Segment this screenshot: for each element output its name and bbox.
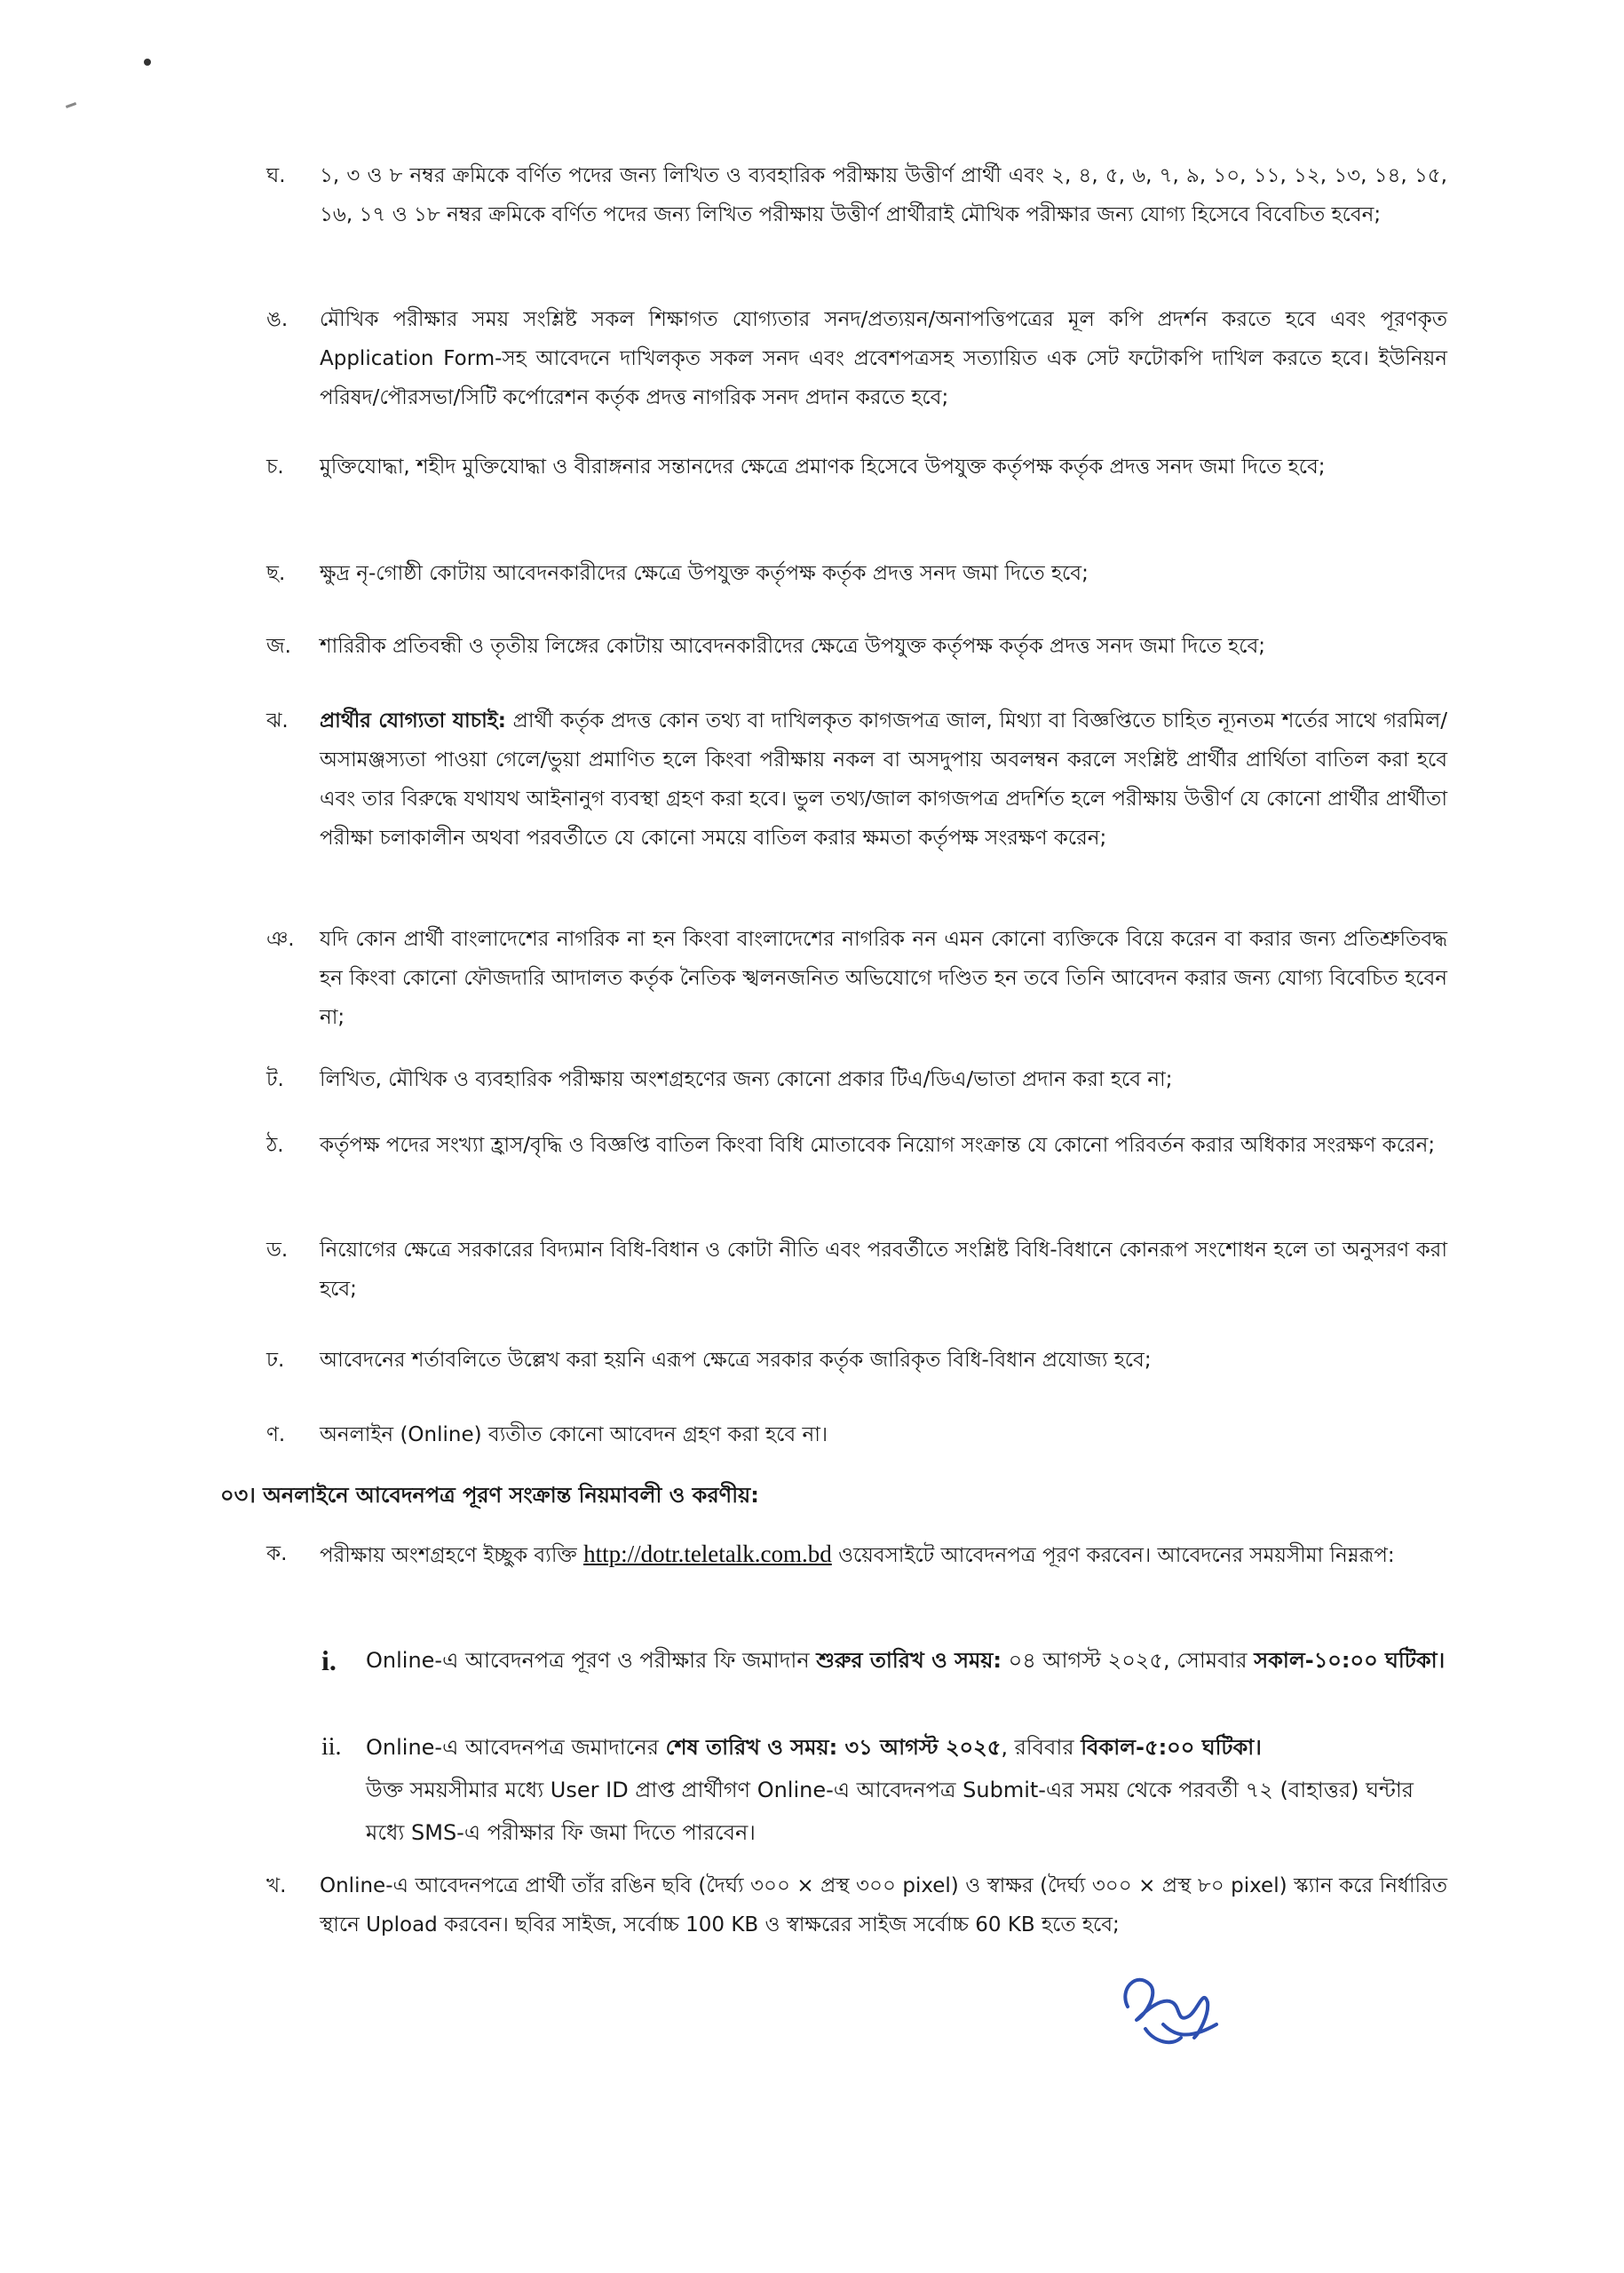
clause-label: চ. [266, 455, 284, 479]
clause-label: ঢ. [266, 1349, 285, 1372]
deadline-day: , রবিবার [1001, 1735, 1081, 1760]
clause-bold-lead: প্রার্থীর যোগ্যতা যাচাই: [320, 709, 506, 733]
clause-text: ১, ৩ ও ৮ নম্বর ক্রমিকে বর্ণিত পদের জন্য লিখিত ও ব্যবহারিক পরীক্ষায় উত্তীর্ণ প্রার্থী এবং ২, ৪, ৫, ৬, ৭, ৯, ১০, ১১, ১২, ১৩, ১৪, ১৫, ১৬, ১৭ ও ১৮ নম্বর ক্রমিকে বর্ণিত পদের জন্য লিখিত পরীক্ষায় উত্তীর্ণ প্রার্থীরাই মৌখিক পরীক্ষার জন্য যোগ্য হিসেবে বিবেচিত হবেন; [320, 164, 1447, 226]
clause-label: জ. [266, 635, 291, 658]
clause-label: ঘ. [266, 164, 286, 187]
clause-label: ঠ. [266, 1134, 284, 1157]
clause-label: ণ. [266, 1423, 286, 1446]
section-3-heading: ০৩। অনলাইনে আবেদনপত্র পূরণ সংক্রান্ত নিয়মাবলী ও করণীয়: [220, 1483, 759, 1508]
clause-text: যদি কোন প্রার্থী বাংলাদেশের নাগরিক না হন কিংবা বাংলাদেশের নাগরিক নন এমন কোনো ব্যক্তিকে বিয়ে করেন বা করার জন্য প্রতিশ্রুতিবদ্ধ হন কিংবা কোনো ফৌজদারি আদালত কর্তৃক নৈতিক স্খলনজনিত অভিযোগে দণ্ডিত হন তবে তিনি আবেদন করার জন্য যোগ্য বিবেচিত হবেন না; [320, 928, 1447, 1029]
deadline-text [366, 1726, 1447, 1854]
clause-text: কর্তৃপক্ষ পদের সংখ্যা হ্রাস/বৃদ্ধি ও বিজ্ঞপ্তি বাতিল কিংবা বিধি মোতাবেক নিয়োগ সংক্রান্ত যে কোনো পরিবর্তন করার অধিকার সংরক্ষণ করেন; [320, 1134, 1436, 1157]
deadline-time: সকাল-১০:০০ ঘটিকা। [1254, 1648, 1446, 1673]
clause-text: শারিরীক প্রতিবন্ধী ও তৃতীয় লিঙ্গের কোটায় আবেদনকারীদের ক্ষেত্রে উপযুক্ত কর্তৃপক্ষ কর্তৃক প্রদত্ত সনদ জমা দিতে হবে; [320, 635, 1266, 658]
clause-text: অনলাইন (Online) ব্যতীত কোনো আবেদন গ্রহণ করা হবে না। [320, 1423, 828, 1446]
teletalk-link[interactable]: http://dotr.teletalk.com.bd [583, 1540, 832, 1567]
deadline-bold-label: শুরুর তারিখ ও সময়: [816, 1648, 1002, 1673]
clause-text: মৌখিক পরীক্ষার সময় সংশ্লিষ্ট সকল শিক্ষাগত যোগ্যতার সনদ/প্রত্যয়ন/অনাপত্তিপত্রের মূল কপি প্রদর্শন করতে হবে এবং পূরণকৃত Application Form-সহ আবেদনে দাখিলকৃত সকল সনদ এবং প্রবেশপত্রসহ সত্যায়িত এক সেট ফটোকপি দাখিল করতে হবে। ইউনিয়ন পরিষদ/পৌরসভা/সিটি কর্পোরেশন কর্তৃক প্রদত্ত নাগরিক সনদ প্রদান করতে হবে; [320, 308, 1447, 409]
deadline-text [366, 1639, 1447, 1682]
clause-label: ঝ. [266, 709, 289, 733]
clause-label: খ. [266, 1874, 287, 1897]
ink-mark [66, 102, 76, 108]
deadline-pre: Online-এ আবেদনপত্র জমাদানের [366, 1735, 666, 1760]
clause-label: ড. [266, 1239, 289, 1262]
clause-label: ট. [266, 1068, 284, 1091]
signature-icon [1110, 1953, 1234, 2051]
clause-text: আবেদনের শর্তাবলিতে উল্লেখ করা হয়নি এরূপ ক্ষেত্রে সরকার কর্তৃক জারিকৃত বিধি-বিধান প্রযোজ্য হবে; [320, 1349, 1152, 1372]
clause-text [320, 701, 1447, 858]
roman-numeral: ii. [321, 1733, 342, 1761]
ink-dot [144, 59, 151, 66]
deadline-note: উক্ত সময়সীমার মধ্যে User ID প্রাপ্ত প্রার্থীগণ Online-এ আবেদনপত্র Submit-এর সময় থেকে পরবর্তী ৭২ (বাহাত্তর) ঘন্টার মধ্যে SMS-এ পরীক্ষার ফি জমা দিতে পারবেন। [366, 1778, 1414, 1845]
clause-text: ক্ষুদ্র নৃ-গোষ্ঠী কোটায় আবেদনকারীদের ক্ষেত্রে উপযুক্ত কর্তৃপক্ষ কর্তৃক প্রদত্ত সনদ জমা দিতে হবে; [320, 562, 1089, 585]
clause-text: নিয়োগের ক্ষেত্রে সরকারের বিদ্যমান বিধি-বিধান ও কোটা নীতি এবং পরবর্তীতে সংশ্লিষ্ট বিধি-বিধানে কোনরূপ সংশোধন হলে তা অনুসরণ করা হবে; [320, 1239, 1447, 1301]
clause-body: প্রার্থী কর্তৃক প্রদত্ত কোন তথ্য বা দাখিলকৃত কাগজপত্র জাল, মিথ্যা বা বিজ্ঞপ্তিতে চাহিত ন্যূনতম শর্তের সাথে গরমিল/অসামঞ্জস্যতা পাওয়া গেলে/ভুয়া প্রমাণিত হলে কিংবা পরীক্ষায় নকল বা অসদুপায় অবলম্বন করলে সংশ্লিষ্ট প্রার্থীর প্রার্থিতা বাতিল করা হবে এবং তার বিরুদ্ধে যথাযথ আইনানুগ ব্যবস্থা গ্রহণ করা হবে। ভুল তথ্য/জাল কাগজপত্র প্রদর্শিত হলে পরীক্ষায় উত্তীর্ণ যে কোনো প্রার্থীর প্রার্থীতা পরীক্ষা চলাকালীন অথবা পরবর্তীতে যে কোনো সময়ে বাতিল করার ক্ষমতা কর্তৃপক্ষ সংরক্ষণ করেন; [320, 709, 1447, 850]
clause-label: ছ. [266, 562, 286, 585]
deadline-date: ০৪ আগস্ট ২০২৫, সোমবার [1002, 1648, 1255, 1673]
roman-numeral: i. [321, 1644, 337, 1676]
deadline-pre: Online-এ আবেদনপত্র পূরণ ও পরীক্ষার ফি জমাদান [366, 1648, 817, 1673]
clause-label: ঞ. [266, 928, 295, 951]
clause-text-post: ওয়েবসাইটে আবেদনপত্র পূরণ করবেন। আবেদনের সময়সীমা নিম্নরূপ: [831, 1544, 1395, 1567]
clause-text: মুক্তিযোদ্ধা, শহীদ মুক্তিযোদ্ধা ও বীরাঙ্গনার সন্তানদের ক্ষেত্রে প্রমাণক হিসেবে উপযুক্ত কর্তৃপক্ষ কর্তৃক প্রদত্ত সনদ জমা দিতে হবে; [320, 455, 1326, 479]
clause-text: লিখিত, মৌখিক ও ব্যবহারিক পরীক্ষায় অংশগ্রহণের জন্য কোনো প্রকার টিএ/ডিএ/ভাতা প্রদান করা হবে না; [320, 1068, 1173, 1091]
clause-text [320, 1534, 1447, 1575]
clause-label: ক. [266, 1542, 288, 1565]
clause-text-pre: পরীক্ষায় অংশগ্রহণে ইচ্ছুক ব্যক্তি [320, 1544, 584, 1567]
clause-label: ঙ. [266, 308, 289, 331]
deadline-time: বিকাল-৫:০০ ঘটিকা। [1081, 1735, 1262, 1760]
deadline-bold-label: শেষ তারিখ ও সময়: ৩১ আগস্ট ২০২৫ [665, 1735, 1002, 1760]
clause-text: Online-এ আবেদনপত্রে প্রার্থী তাঁর রঙিন ছবি (দৈর্ঘ্য ৩০০ × প্রস্থ ৩০০ pixel) ও স্বাক্ষর (দৈর্ঘ্য ৩০০ × প্রস্থ ৮০ pixel) স্ক্যান করে নির্ধারিত স্থানে Upload করবেন। ছবির সাইজ, সর্বোচ্চ 100 KB ও স্বাক্ষরের সাইজ সর্বোচ্চ 60 KB হতে হবে; [320, 1874, 1447, 1936]
